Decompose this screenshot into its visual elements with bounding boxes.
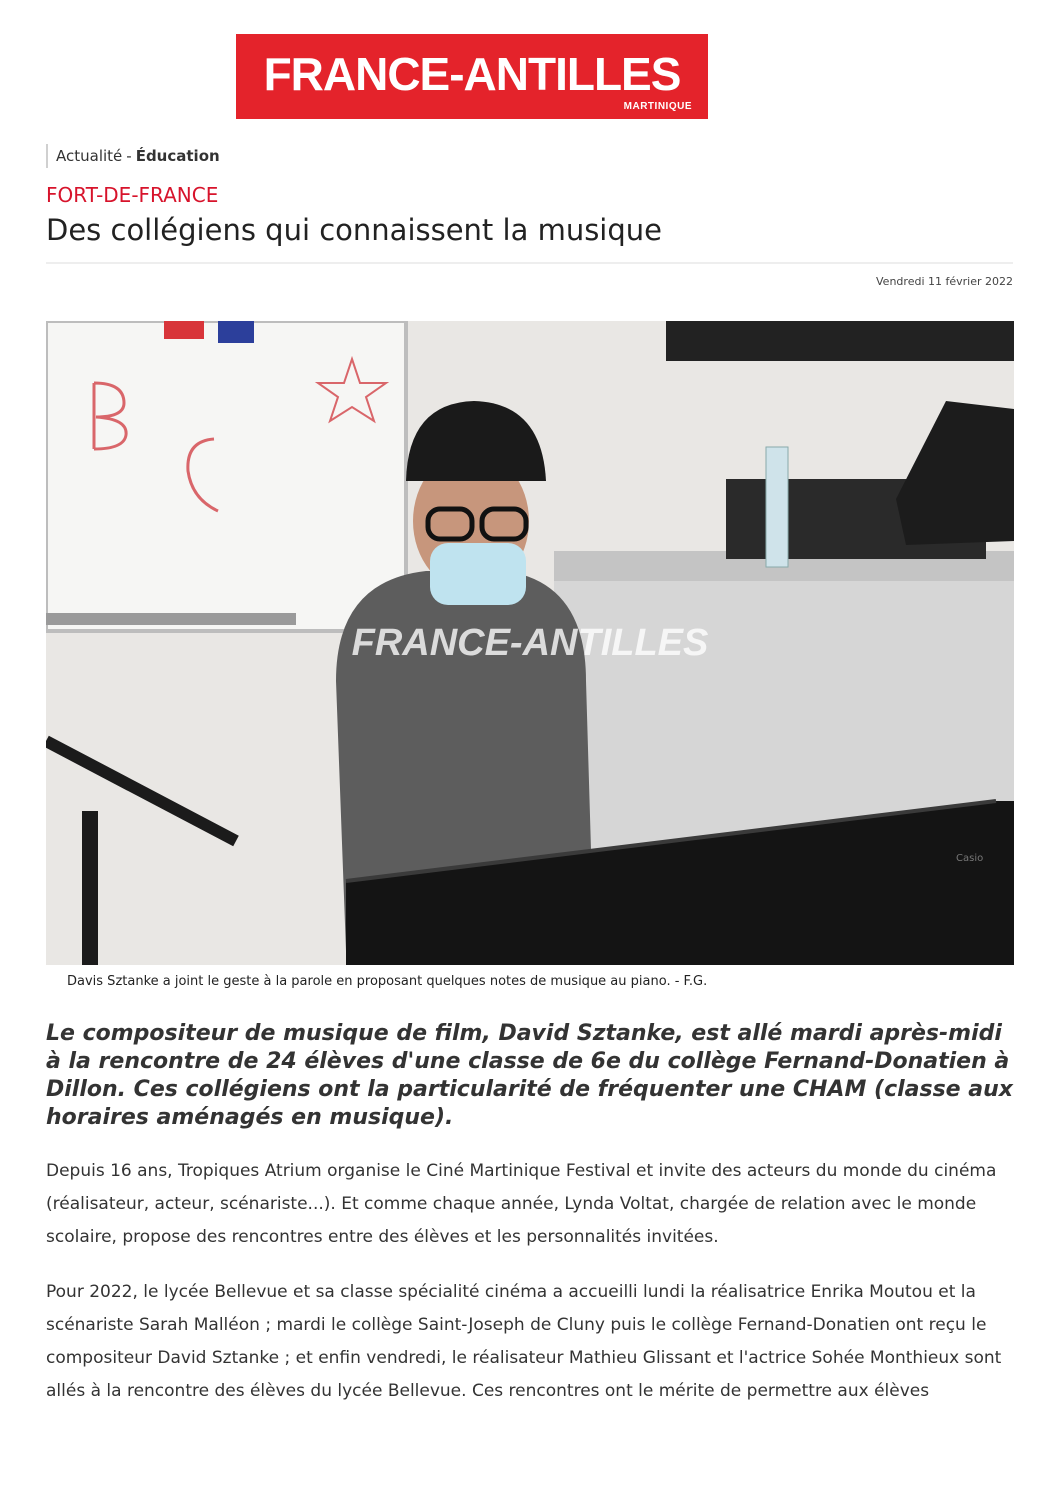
article-kicker: FORT-DE-FRANCE bbox=[46, 183, 219, 207]
article-photo bbox=[46, 321, 1014, 965]
title-divider bbox=[46, 262, 1013, 264]
logo-subtitle: MARTINIQUE bbox=[623, 101, 692, 112]
photo-watermark: FRANCE-ANTILLES bbox=[351, 622, 709, 664]
breadcrumb bbox=[46, 144, 220, 168]
article-title: Des collégiens qui connaissent la musique bbox=[46, 213, 662, 247]
article-paragraph: Depuis 16 ans, Tropiques Atrium organise le Ciné Martinique Festival et invite des acteurs du monde du cinéma (réalisateur, acteur, scénariste...). Et comme chaque année, Lynda Voltat, chargée de relation avec le monde scolaire, propose des rencontres entre des élèves et les personnalités invitées. bbox=[46, 1161, 997, 1247]
article-paragraph: Pour 2022, le lycée Bellevue et sa classe spécialité cinéma a accueilli lundi la réalisatrice Enrika Moutou et la scénariste Sarah Malléon ; mardi le collège Saint-Joseph de Cluny puis le collège Fernand-Donatien ont reçu le compositeur David Sztanke ; et enfin vendredi, le réalisateur Mathieu Glissant et l'actrice Sohée Monthieux sont allés à la rencontre des élèves du lycée Bellevue. Ces rencontres ont le mérite de permettre aux élèves bbox=[46, 1282, 1002, 1401]
publication-date: Vendredi 11 février 2022 bbox=[876, 275, 1013, 288]
keyboard-brand: Casio bbox=[956, 853, 984, 864]
logo-wordmark: FRANCE-ANTILLES bbox=[263, 48, 681, 100]
breadcrumb-separator: - bbox=[126, 147, 132, 165]
photo-caption: Davis Sztanke a joint le geste à la parole en proposant quelques notes de musique au piano. - F.G. bbox=[67, 974, 708, 989]
breadcrumb-section-link[interactable]: Actualité bbox=[56, 147, 123, 165]
breadcrumb-current-link[interactable]: Éducation bbox=[135, 147, 220, 165]
site-logo[interactable] bbox=[236, 34, 708, 119]
article-lead: Le compositeur de musique de film, David Sztanke, est allé mardi après-midi à la rencontre de 24 élèves d'une classe de 6e du collège Fernand-Donatien à Dillon. Ces collégiens ont la particularité de fréquenter une CHAM (classe aux horaires aménagés en musique). bbox=[46, 1021, 1013, 1130]
